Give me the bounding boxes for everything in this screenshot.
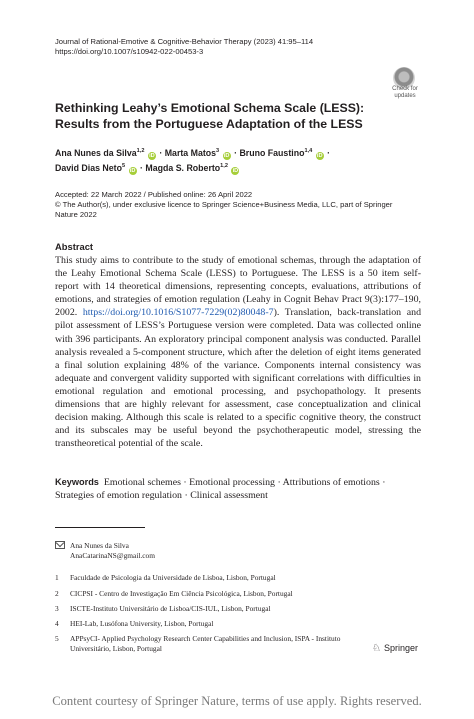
correspondence-name: Ana Nunes da Silva (70, 541, 129, 550)
affiliation-item: 1 Faculdade de Psicologia da Universidade de Lisboa, Lisbon, Portugal (55, 573, 276, 582)
springer-horse-icon: ♘ (372, 643, 381, 654)
author-name[interactable]: Magda S. Roberto (145, 162, 221, 173)
affiliation-item: 5 APPsyCI- Applied Psychology Research Center Capabilities and Inclusion, ISPA - Instituto Universitário, Lisbon, Portugal (55, 634, 341, 653)
abstract-heading: Abstract (55, 241, 94, 252)
footnote-divider (55, 527, 145, 528)
springer-logo: ♘ Springer (372, 643, 418, 654)
check-for-updates-badge[interactable]: Check for updates (389, 67, 421, 99)
journal-citation: Journal of Rational-Emotive & Cognitive-Behavior Therapy (2023) 41:95–114 (55, 37, 314, 46)
journal-header (55, 37, 385, 57)
orcid-icon[interactable]: iD (149, 152, 155, 159)
author-name[interactable]: Marta Matos (164, 147, 217, 158)
abstract-body: This study aims to contribute to the study of emotional schemas, through the adaptation of the Leahy Emotional Schema Scale (LESS) to Portuguese. The LESS is a 50 item self-report with 14 theoretical dimensions, representing concepts, evaluations, attributions of emotions, and strategies of emotion regulation (Leahy in Cognit Behav Pract 9(3):177–190, 2002. https://doi.org/10.1016/S1077-7229(02)80048-7). Translation, back-translation and pilot assessment of LESS’s Portuguese version were completed. Data was collected online with 396 participants. An exploratory principal component analysis was conducted. Parallel analysis revealed a 5-component structure, which after the deletion of eight items generated a final solution explaining 48% of the variance. Components internal consistency was adequate and convergent validity supported with significant correlations with difficulties in emotional regulation and emotional processing, and psychopathology. It presents dimensions that are highly relevant for assessment, case conceptualization and clinical decision making. Although this scale is related to a specific cognitive theory, the construct and its subscales may be useful beyond the psychotherapeutic model, stressing the transtheoretical potential of the scale. (55, 255, 422, 450)
copyright-notice: © The Author(s), under exclusive licence to Springer Science+Business Media, LLC, part of Springer Nature 2022 (55, 200, 393, 219)
author-name[interactable]: Bruno Faustino (239, 147, 305, 158)
envelope-icon (55, 541, 65, 549)
author-affiliation-ref: 1,2 (220, 162, 228, 169)
accepted-published: Accepted: 22 March 2022 / Published online: 26 April 2022 (55, 190, 253, 199)
correspondence-email[interactable]: AnaCatarinaNS@gmail.com (70, 551, 156, 560)
author-affiliation-ref: 1,2 (136, 148, 145, 154)
reference-doi-link[interactable]: https://doi.org/10.1016/S1077-7229(02)80048-7 (82, 307, 274, 319)
publication-dates (55, 190, 415, 220)
orcid-icon[interactable]: iD (129, 167, 136, 174)
author-affiliation-ref: 5 (121, 162, 126, 169)
affiliation-item: 2 CICPSI - Centro de Investigação Em Ciência Psicológica, Lisbon, Portugal (55, 589, 293, 598)
author-affiliation-ref: 1,4 (304, 148, 313, 154)
affiliation-item: 4 HEI-Lab, Lusófona University, Lisbon, Portugal (55, 619, 214, 628)
orcid-icon[interactable]: iD (316, 152, 323, 159)
author-list: Ana Nunes da Silva$^{1,2}$ iD · Marta Matos$^3$ iD · Bruno Faustino$^{1,4}$ iD · David Dias Neto$^5$ iD · Magda S. Roberto$^{1,2}$ iD (55, 147, 331, 174)
keywords-list: Emotional schemes · Emotional processing · Attributions of emotions · Strategies of emotion regulation · Clinical assessment (55, 477, 386, 502)
author-name[interactable]: Ana Nunes da Silva (55, 147, 137, 158)
orcid-icon[interactable]: iD (223, 152, 230, 159)
author-affiliation-ref: 3 (216, 148, 220, 154)
courtesy-notice: Content courtesy of Springer Nature, terms of use apply. Rights reserved. (52, 694, 422, 708)
article-title: Rethinking Leahy’s Emotional Schema Scale (LESS): Results from the Portuguese Adaptation of the LESS (55, 101, 365, 131)
doi-link[interactable]: https://doi.org/10.1007/s10942-022-00453-3 (55, 47, 204, 56)
affiliation-item: 3 ISCTE-Instituto Universitário de Lisboa/CIS-IUL, Lisbon, Portugal (55, 604, 271, 613)
correspondence (55, 541, 425, 563)
author-name[interactable]: David Dias Neto (55, 162, 122, 173)
keywords (55, 476, 421, 502)
orcid-icon[interactable]: iD (232, 167, 239, 174)
keywords-label: Keywords (55, 477, 99, 487)
